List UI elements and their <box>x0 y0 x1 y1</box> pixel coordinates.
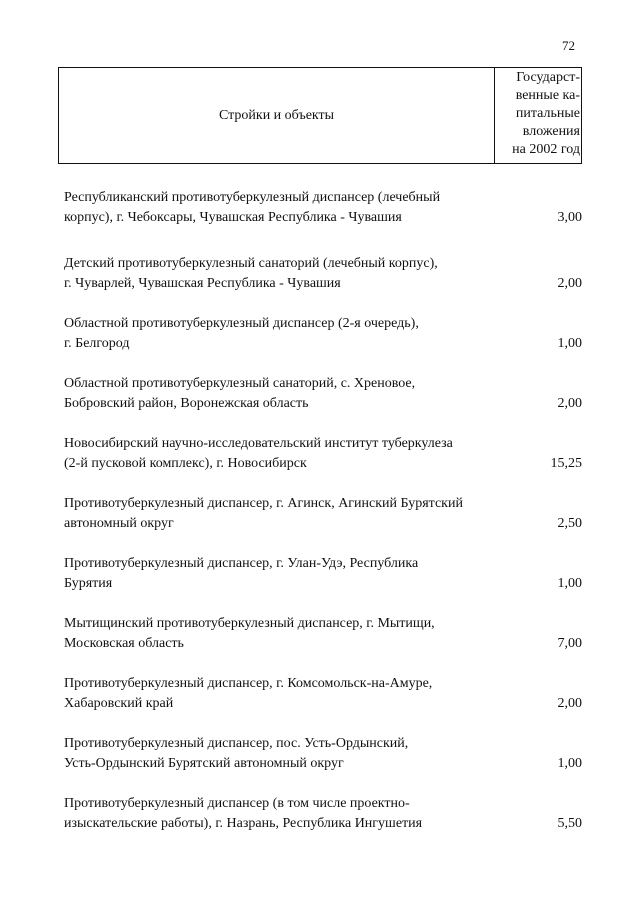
list-item <box>64 734 582 774</box>
entry-name <box>64 614 504 654</box>
entry-name <box>64 314 504 354</box>
entry-name-line: г. Чуварлей, Чувашская Республика - Чувашия <box>64 276 341 291</box>
entry-name <box>64 374 504 414</box>
list-item <box>64 434 582 474</box>
entry-value: 15,25 <box>550 456 582 471</box>
list-item <box>64 794 582 834</box>
entry-name-line: Областной противотуберкулезный диспансер (2-я очередь), <box>64 316 419 331</box>
entry-name <box>64 254 504 294</box>
entry-name-line: Мытищинский противотуберкулезный диспансер, г. Мытищи, <box>64 616 435 631</box>
list-item <box>64 554 582 594</box>
entry-name <box>64 188 504 228</box>
entry-value: 1,00 <box>557 756 582 771</box>
list-item <box>64 254 582 294</box>
list-item <box>64 674 582 714</box>
entry-name-line: (2-й пусковой комплекс), г. Новосибирск <box>64 456 307 471</box>
entry-value: 7,00 <box>557 636 582 651</box>
entry-name-line: Московская область <box>64 636 184 651</box>
entry-name <box>64 734 504 774</box>
entry-name <box>64 554 504 594</box>
entry-name-line: г. Белгород <box>64 336 130 351</box>
entry-value: 2,50 <box>557 516 582 531</box>
header-investment-line: питальные <box>515 106 580 121</box>
entry-name-line: Противотуберкулезный диспансер (в том числе проектно- <box>64 796 410 811</box>
entry-name-line: Бобровский район, Воронежская область <box>64 396 309 411</box>
entry-value: 1,00 <box>557 576 582 591</box>
entry-name-line: Противотуберкулезный диспансер, г. Улан-Удэ, Республика <box>64 556 419 571</box>
entry-name-line: Усть-Ордынский Бурятский автономный округ <box>64 756 344 771</box>
entry-value: 1,00 <box>557 336 582 351</box>
entry-name <box>64 494 504 534</box>
list-item <box>64 494 582 534</box>
entry-value: 5,50 <box>557 816 582 831</box>
entry-value: 2,00 <box>557 396 582 411</box>
header-investment-line: вложения <box>522 124 580 139</box>
entry-name-line: Противотуберкулезный диспансер, пос. Усть-Ордынский, <box>64 736 409 751</box>
entry-name-line: Областной противотуберкулезный санаторий, с. Хреновое, <box>64 376 416 391</box>
list-item <box>64 314 582 354</box>
entry-name-line: Противотуберкулезный диспансер, г. Агинск, Агинский Бурятский <box>64 496 463 511</box>
list-item <box>64 614 582 654</box>
list-item <box>64 188 582 228</box>
list-item <box>64 374 582 414</box>
header-investment-line: на 2002 год <box>512 142 580 157</box>
entry-value: 3,00 <box>557 210 582 225</box>
entry-name-line: корпус), г. Чебоксары, Чувашская Республика - Чувашия <box>64 210 402 225</box>
header-investment-line: венные ка- <box>515 88 580 103</box>
entry-name-line: изыскательские работы), г. Назрань, Республика Ингушетия <box>64 816 423 831</box>
header-objects-label: Стройки и объекты <box>218 107 335 123</box>
entry-name-line: автономный округ <box>64 516 174 531</box>
entry-name-line: Бурятия <box>64 576 113 591</box>
entry-name <box>64 794 504 834</box>
entry-value: 2,00 <box>557 696 582 711</box>
entry-name <box>64 434 504 474</box>
entry-name-line: Хабаровский край <box>64 696 174 711</box>
entry-value: 2,00 <box>557 276 582 291</box>
entries-list <box>64 188 582 854</box>
header-objects-cell <box>59 68 495 163</box>
entry-name-line: Детский противотуберкулезный санаторий (лечебный корпус), <box>64 256 438 271</box>
entry-name-line: Противотуберкулезный диспансер, г. Комсомольск-на-Амуре, <box>64 676 433 691</box>
entry-name-line: Новосибирский научно-исследовательский институт туберкулеза <box>64 436 453 451</box>
table-header <box>58 67 582 164</box>
header-investment-cell <box>495 68 581 163</box>
header-investment-line: Государст- <box>516 70 580 85</box>
page-number: 72 <box>562 38 575 53</box>
entry-name-line: Республиканский противотуберкулезный диспансер (лечебный <box>64 190 441 205</box>
entry-name <box>64 674 504 714</box>
